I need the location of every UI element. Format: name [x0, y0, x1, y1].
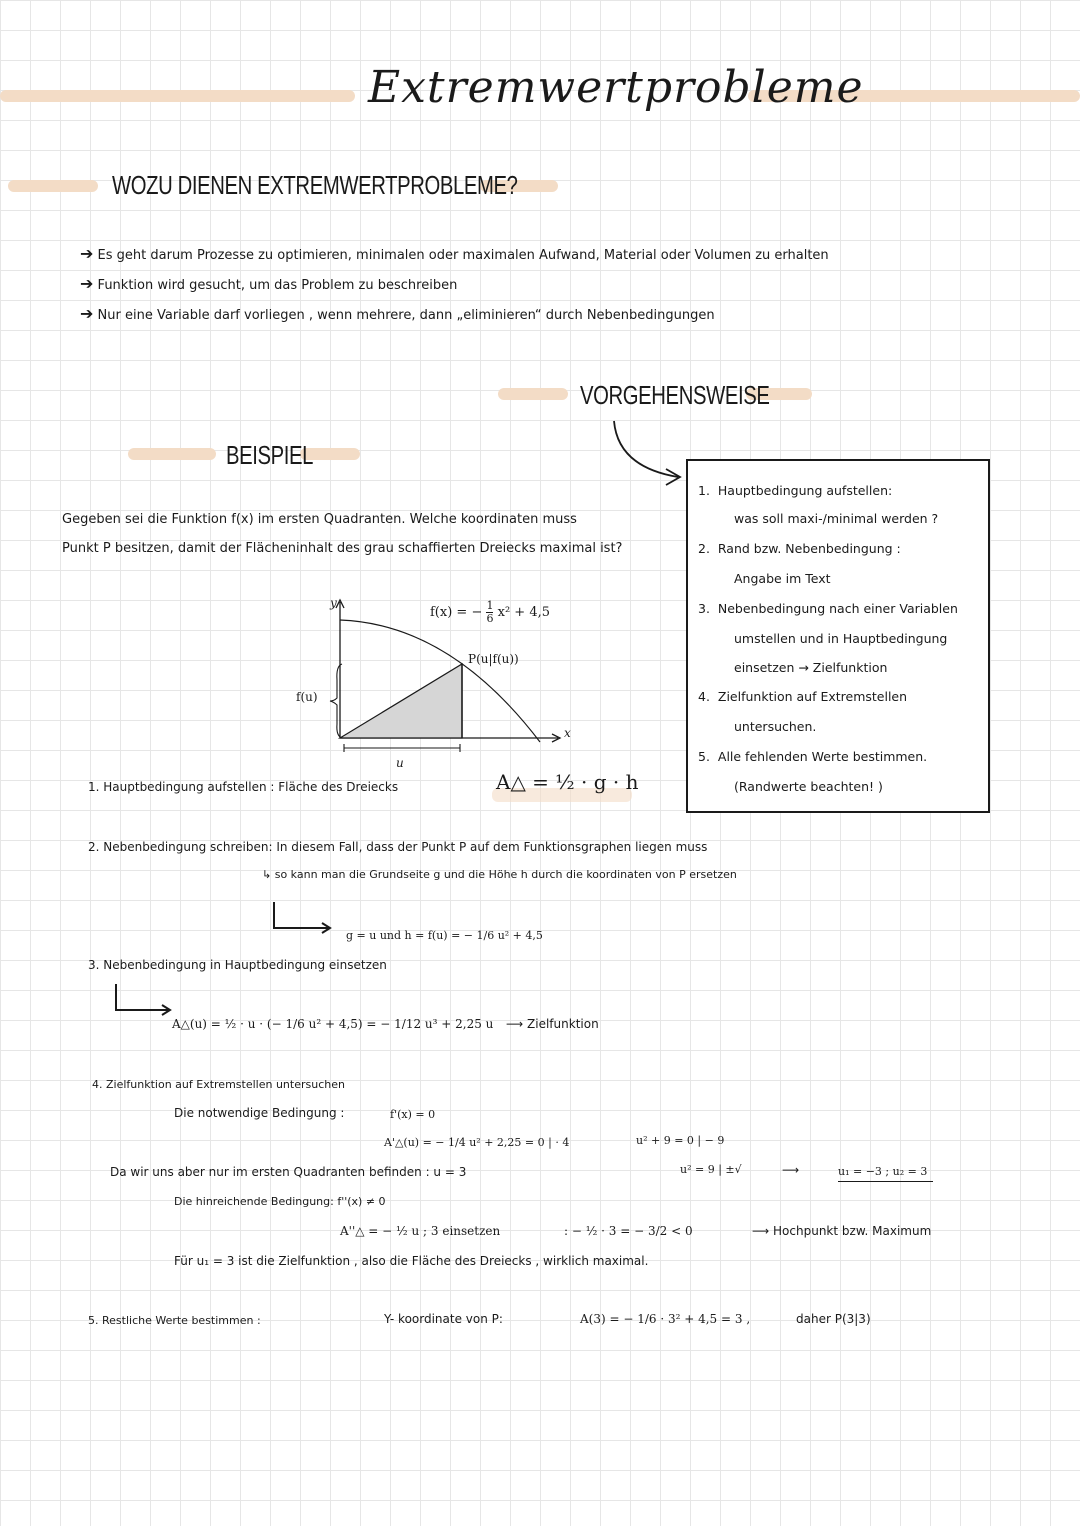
maximum-conclusion: Für u₁ = 3 ist die Zielfunktion , also die Fläche des Dreiecks , wirklich maximal.: [174, 1254, 649, 1268]
point-label: P(u|f(u)): [468, 652, 519, 666]
height-label: f(u): [296, 690, 318, 704]
objective-label: ⟶ Zielfunktion: [506, 1017, 599, 1031]
procedure-step-1: 1. Hauptbedingung aufstellen:: [698, 483, 893, 498]
y-axis-label: y: [330, 596, 337, 610]
example-step-4: 4. Zielfunktion auf Extremstellen untersuchen: [92, 1078, 345, 1091]
procedure-step-5: 5. Alle fehlenden Werte bestimmen.: [698, 749, 928, 764]
final-point: daher P(3|3): [796, 1312, 871, 1326]
derivative-equation: A'△(u) = − 1/4 u² + 2,25 = 0 | · 4: [384, 1136, 570, 1149]
example-step-5: 5. Restliche Werte bestimmen :: [88, 1314, 261, 1327]
area-formula: A△ = ½ · g · h: [496, 770, 639, 794]
necessary-condition-formula: f'(x) = 0: [390, 1108, 436, 1121]
intro-bullet-1: ➔ Es geht darum Prozesse zu optimieren, minimalen oder maximalen Aufwand, Material oder Volumen zu erhalten: [80, 244, 829, 263]
example-step-2-sub: ↳ so kann man die Grundseite g und die Höhe h durch die koordinaten von P ersetzen: [262, 868, 737, 881]
example-step-2: 2. Nebenbedingung schreiben: In diesem Fall, dass der Punkt P auf dem Funktionsgraphen liegen muss: [88, 840, 708, 854]
arrow-right-icon: ➔: [80, 244, 94, 263]
return-arrow-icon: ↳: [262, 868, 272, 881]
arrow-right-icon: ⟶: [782, 1163, 800, 1177]
procedure-heading: VORGEHENSWEISE: [580, 380, 770, 410]
procedure-step-3: 3. Nebenbedingung nach einer Variablen: [698, 601, 958, 616]
return-arrow-icon: [268, 900, 338, 940]
example-highlight-left: [128, 448, 216, 460]
arrow-right-icon: ➔: [80, 304, 94, 323]
intro-bullet-2: ➔ Funktion wird gesucht, um das Problem zu beschreiben: [80, 274, 458, 293]
equation-step-2: u² = 9 | ±√: [680, 1163, 742, 1176]
example-heading: BEISPIEL: [226, 440, 314, 470]
title-highlight-left: [0, 90, 355, 102]
procedure-step-1-line-2: was soll maxi-/minimal werden ?: [734, 511, 939, 526]
maximum-result: ⟶ Hochpunkt bzw. Maximum: [752, 1224, 932, 1238]
intro-bullet-3: ➔ Nur eine Variable darf vorliegen , wenn mehrere, dann „eliminieren“ durch Nebenbedingungen: [80, 304, 715, 323]
equation-step-1: u² + 9 = 0 | − 9: [636, 1134, 725, 1147]
example-step-3-formula: A△(u) = ½ · u · (− 1/6 u² + 4,5) = − 1/12 u³ + 2,25 u: [172, 1017, 494, 1031]
intro-highlight-left: [8, 180, 98, 192]
curved-arrow-icon: [600, 415, 690, 490]
function-label: f(x) = − $\frac{1}{6}$ x² + 4,5: [430, 599, 550, 625]
procedure-box: [686, 459, 990, 813]
arrow-right-icon: ⟶: [506, 1017, 524, 1031]
y-coordinate-label: Y- koordinate von P:: [384, 1312, 503, 1326]
procedure-step-3-line-2: umstellen und in Hauptbedingung: [734, 631, 948, 646]
procedure-highlight-left: [498, 388, 568, 400]
example-step-3: 3. Nebenbedingung in Hauptbedingung einsetzen: [88, 958, 387, 972]
example-step-2-formula: g = u und h = f(u) = − 1/6 u² + 4,5: [346, 929, 543, 942]
page-title: Extremwertprobleme: [368, 62, 864, 113]
quadrant-note: Da wir uns aber nur im ersten Quadranten befinden : u = 3: [110, 1165, 467, 1179]
second-derivative-eval: : − ½ · 3 = − 3/2 < 0: [564, 1224, 693, 1238]
second-derivative: A''△ = − ½ u ; 3 einsetzen: [340, 1224, 501, 1238]
procedure-step-5-line-2: (Randwerte beachten! ): [734, 779, 883, 794]
arrow-right-icon: ➔: [80, 274, 94, 293]
procedure-step-4-line-2: untersuchen.: [734, 719, 817, 734]
y-coordinate-formula: A(3) = − 1/6 · 3² + 4,5 = 3 ,: [580, 1312, 751, 1326]
solutions: u₁ = −3 ; u₂ = 3: [838, 1165, 933, 1182]
intro-heading: WOZU DIENEN EXTREMWERTPROBLEME?: [112, 170, 518, 200]
sufficient-condition: Die hinreichende Bedingung: f''(x) ≠ 0: [174, 1195, 386, 1208]
base-label: u: [396, 756, 404, 770]
necessary-condition: Die notwendige Bedingung :: [174, 1106, 345, 1120]
arrow-right-icon: ⟶: [752, 1224, 770, 1238]
return-arrow-icon: [110, 982, 180, 1022]
problem-line-1: Gegeben sei die Funktion f(x) im ersten Quadranten. Welche koordinaten muss: [62, 512, 577, 527]
shaded-triangle: [340, 664, 462, 738]
example-step-1: 1. Hauptbedingung aufstellen : Fläche des Dreiecks: [88, 780, 399, 794]
procedure-step-2: 2. Rand bzw. Nebenbedingung :: [698, 541, 901, 556]
x-axis-label: x: [564, 726, 571, 740]
problem-line-2: Punkt P besitzen, damit der Flächeninhalt des grau schaffierten Dreiecks maximal ist?: [62, 541, 623, 556]
procedure-step-3-line-3: einsetzen → Zielfunktion: [734, 660, 888, 675]
procedure-step-2-line-2: Angabe im Text: [734, 571, 831, 586]
procedure-step-4: 4. Zielfunktion auf Extremstellen: [698, 689, 908, 704]
